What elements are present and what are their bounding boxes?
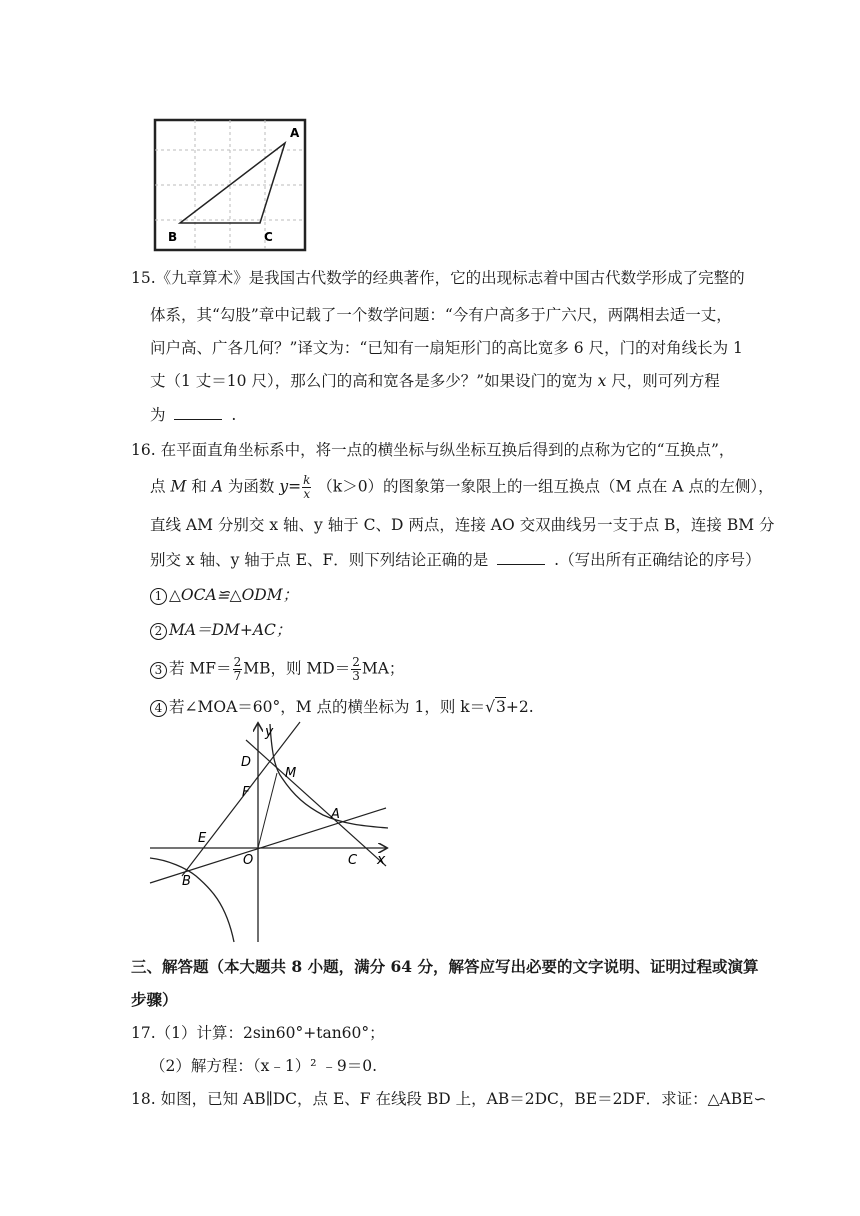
triangle-grid-figure <box>150 115 310 255</box>
q16-line3: 直线 AM 分别交 x 轴、y 轴于 C、D 两点，连接 AO 交双曲线另一支于点 B，连接 BM 分 <box>150 516 775 534</box>
hyperbola-label-c: C <box>348 853 358 868</box>
q15-line4 <box>150 371 720 391</box>
q16-option-3-b: MB，则 MD＝ <box>243 659 351 678</box>
q16-line2-cond: （k＞0）的图象第一象限上的一组互换点（M 点在 A 点的左侧）， <box>317 477 774 496</box>
q16-option-2-text: MA＝DM+AC； <box>169 621 292 639</box>
q17-line2: （2）解方程：（x﹣1）² ﹣9＝0. <box>150 1057 378 1075</box>
q16-line2-pre: 点 <box>150 477 166 496</box>
hyperbola-label-x: x <box>377 852 386 868</box>
hyperbola-label-y: y <box>265 724 274 740</box>
q16-option-2-number: 2 <box>150 623 167 640</box>
q16-option-4-radicand: 3 <box>496 698 506 716</box>
q16-line4-a: 别交 x 轴、y 轴于点 E、F．则下列结论正确的是 <box>150 551 489 569</box>
q16-option-3-f2-num: 2 <box>352 655 360 669</box>
q16-option-1-number: 1 <box>150 588 167 605</box>
q16-option-3-fraction-2 <box>351 656 361 683</box>
triangle-label-b: B <box>168 230 178 244</box>
q16-answer-blank <box>497 550 545 565</box>
q16-option-3-c: MA； <box>361 659 405 678</box>
q16-line4 <box>150 550 761 570</box>
q15-line3: 问户高、广各几何？”译文为：“已知有一扇矩形门的高比宽多 6 尺，门的对角线长为 1 <box>150 339 743 357</box>
q16-line1: 16. 在平面直角坐标系中，将一点的横坐标与纵坐标互换后得到的点称为它的“互换点”， <box>131 441 735 459</box>
hyperbola-label-o: O <box>243 853 254 868</box>
q15-var-x: x <box>597 372 607 390</box>
q16-line4-b: .（写出所有正确结论的序号） <box>554 551 761 569</box>
q15-line5 <box>150 405 236 425</box>
q17-line1: 17.（1）计算：2sin60°+tan60°； <box>131 1024 385 1042</box>
q16-option-3-f1-den: 7 <box>233 669 242 683</box>
triangle-label-c: C <box>264 230 273 244</box>
q16-frac-den: x <box>303 487 311 501</box>
q16-option-4-sqrt-sign: √ <box>485 698 496 716</box>
q16-option-3 <box>150 656 404 683</box>
q15-line5-a: 为 <box>150 406 166 424</box>
q16-line2-and: 和 <box>191 477 207 496</box>
q16-option-4-b: +2. <box>505 698 534 716</box>
hyperbola-label-b: B <box>182 874 191 889</box>
hyperbola-label-e: E <box>198 831 207 846</box>
q16-line2 <box>150 474 774 501</box>
q15-answer-blank <box>174 405 222 420</box>
q16-option-3-number: 3 <box>150 662 167 679</box>
hyperbola-label-f: F <box>242 785 250 800</box>
q16-option-3-f1-num: 2 <box>233 655 242 669</box>
q16-option-1-text: △OCA≌△ODM； <box>169 586 299 604</box>
q16-option-4 <box>150 697 534 717</box>
hyperbola-label-d: D <box>241 755 252 770</box>
q16-eq: = <box>288 477 302 496</box>
q15-line2: 体系，其“勾股”章中记载了一个数学问题：“今有户高多于广六尺，两隅相去适一丈， <box>150 306 732 324</box>
section-3-heading-line1: 三、解答题（本大题共 8 小题，满分 64 分，解答应写出必要的文字说明、证明过程或演算 <box>131 957 759 976</box>
triangle-label-a: A <box>290 126 300 140</box>
q16-option-3-fraction-1 <box>233 656 243 683</box>
q16-option-4-a: 若∠MOA＝60°，M 点的横坐标为 1，则 k＝ <box>169 698 486 716</box>
q15-line1: 15.《九章算术》是我国古代数学的经典著作，它的出现标志着中国古代数学形成了完整的 <box>131 269 745 287</box>
section-3-heading-line2: 步骤） <box>131 990 178 1009</box>
q18-line1: 18. 如图，已知 AB∥DC，点 E、F 在线段 BD 上，AB＝2DC，BE＝2DF．求证：△ABE∽ <box>131 1090 767 1108</box>
q16-option-2 <box>150 620 291 640</box>
q16-option-1 <box>150 585 298 605</box>
q15-line4-a: 丈（1 丈＝10 尺），那么门的高和宽各是多少？”如果设门的宽为 <box>150 372 593 390</box>
q16-fraction-k-over-x <box>302 474 311 501</box>
q15-line5-b: . <box>231 406 237 424</box>
hyperbola-label-a: A <box>331 807 340 822</box>
q16-option-4-number: 4 <box>150 700 167 717</box>
hyperbola-label-m: M <box>285 766 297 781</box>
q16-var-a: A <box>211 477 223 496</box>
q15-line4-b: 尺，则可列方程 <box>611 372 720 390</box>
q16-line2-func: 为函数 <box>227 477 275 496</box>
q16-option-3-a: 若 MF＝ <box>169 659 232 678</box>
q16-frac-num: k <box>303 473 311 487</box>
q16-var-y: y <box>279 477 289 496</box>
hyperbola-figure <box>148 718 398 946</box>
q16-var-m: M <box>170 477 187 496</box>
q16-option-3-f2-den: 3 <box>352 669 360 683</box>
